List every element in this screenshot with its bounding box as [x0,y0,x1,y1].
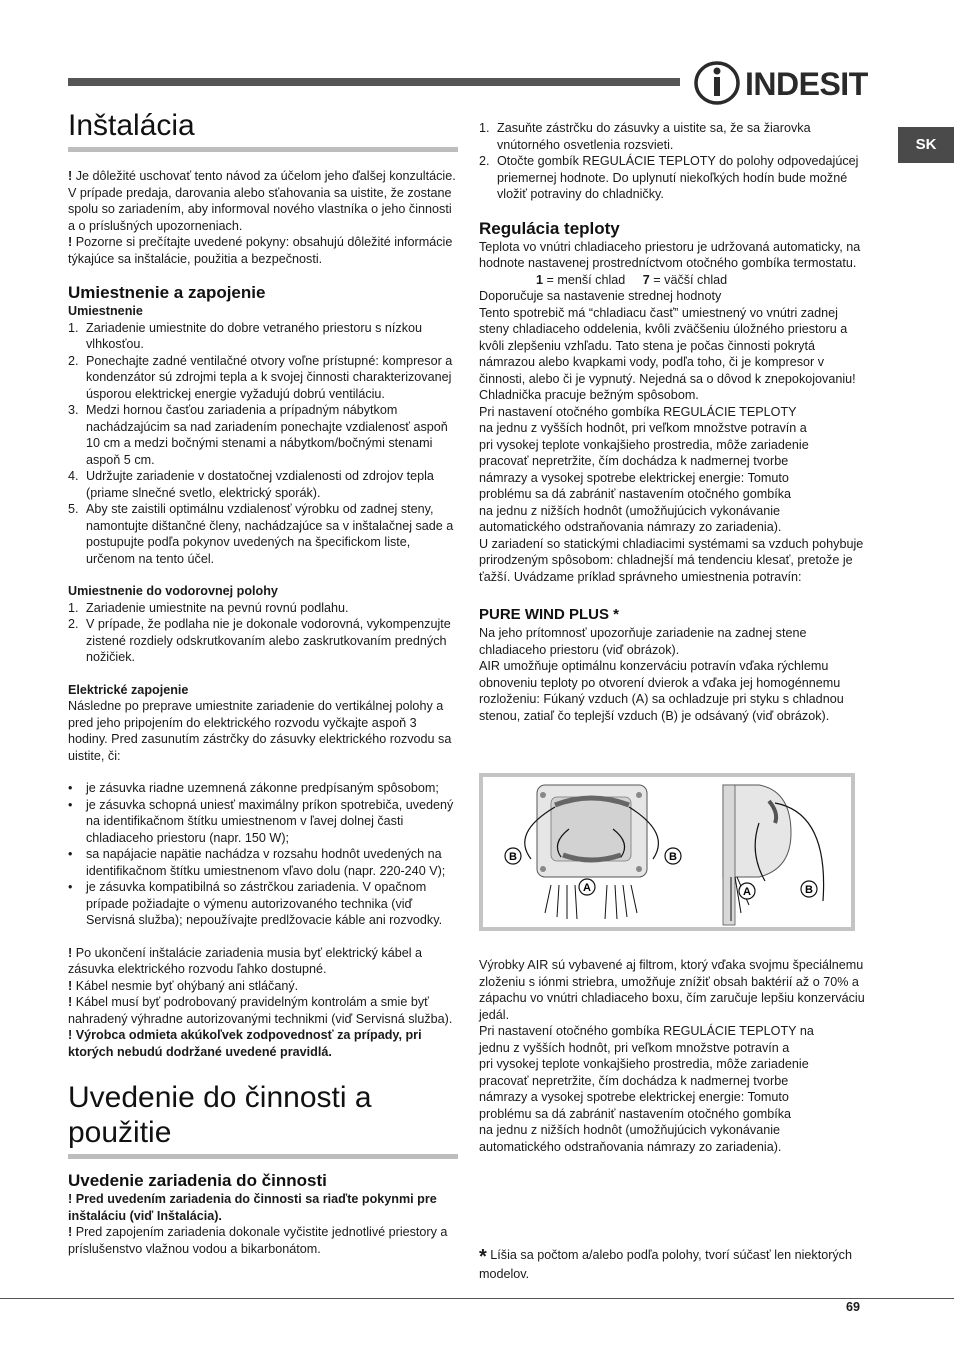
level-list [68,600,458,666]
label-b-side: B [805,884,813,896]
list-item: 5. Aby ste zaistili optimálnu vzdialenosť výrobku od zadnej steny, namontujte dištančné členy, nachádzajúce sa v inštalačnej sade a postupujte podľa pokynov uvedených na špecifickom liste, určenom na tento účel. [68,502,454,566]
pure-wind-after-text: Výrobky AIR sú vybavené aj filtrom, ktorý vďaka svojmu špeciálnemu zloženiu s iónmi striebra, umožňuje znížiť obsah baktérií až o 70% a zápachu vo vnútri chladiaceho boxu, čím zaručuje lepšiu konzerváciu jedál. Pri nastavení otočného gombíka REGULÁCIE TEPLOTY na jednu z vyšších hodnôt, pri veľkom množstve potravín a pri vysokej teplote vonkajšieho prostredia, môže zariadenie pracovať nepretržite, čím dochádza k nadmernej tvorbe námrazy a vysokej spotrebe elektrickej energie: Tomuto problému sa dá zabrániť nastavením otočného gombíka na jednu z nižších hodnôt (umožňujúcich vykonávanie automatického odstraňovania námrazy zo zariadenia). [479,958,865,1154]
list-item: 1. Zasuňte zástrčku do zásuvky a uistite sa, že sa žiarovka vnútorného osvetlenia rozsvieti. [479,121,811,152]
label-b-left: B [509,851,517,863]
startup-steps [479,120,867,203]
electric-subheading: Elektrické zapojenie [68,682,189,697]
right-column [479,120,867,724]
header-bar [68,78,680,86]
warning-2: ! Kábel nesmie byť ohýbaný ani stláčaný. [68,978,299,993]
startup-title: Uvedenie do činnosti a použitie [68,1081,372,1149]
temperature-text: Doporučuje sa nastavenie strednej hodnoty Tento spotrebič má “chladiacu časť” umiestnený vo vnútri zadnej steny chladiaceho oddelenia, kvôli zväčšeniu úložného priestoru a kvôli zlepšeniu vzhľadu. Tato stena je počas činnosti pokrytá námrazou alebo kvapkami vody, podľa toho, či je kompresor v činnosti, alebo či je vypnutý. Nejedná sa o dôvod k znepokojovaniu! Chladnička pracuje bežným spôsobom. Pri nastavení otočného gombíka REGULÁCIE TEPLOTY na jednu z vyšších hodnôt, pri veľkom množstve potravín a pri vysokej teplote vonkajšieho prostredia, môže zariadenie pracovať nepretržite, čím dochádza k nadmernej tvorbe námrazy a vysokej spotrebe elektrickej energie: Tomuto problému sa dá zabrániť nastavením otočného gombíka na jednu z nižších hodnôt (umožňujúcich vykonávanie automatického odstraňovania námrazy zo zariadenia). U zariadení so statickými chladiacimi systémami sa vzduch pohybuje prirodzeným spôsobom: chladnejší má tendenciu klesať, pretože je ťažší. Uvádzame príklad správneho umiestnenia potravín: [479,289,864,584]
pure-wind-heading: PURE WIND PLUS * [479,606,620,623]
warning-bold: ! Výrobca odmieta akúkoľvek zodpovednosť za prípady, pri ktorých nebudú dodržané uvedené pravidlá. [68,1028,422,1059]
startup-bold-note: ! Pred uvedením zariadenia do činnosti sa riaďte pokynmi pre inštaláciu (viď Inštalácia). [68,1192,437,1223]
list-item: 2. Otočte gombík REGULÁCIE TEPLOTY do polohy odpovedajúcej priemernej hodnote. Do uplynutí niekoľkých hodín bude možné vložiť potraviny do chladničky. [479,154,859,201]
pure-wind-text: Na jeho prítomnosť upozorňuje zariadenie na zadnej stene chladiaceho priestoru (viď obrázok). AIR umožňuje optimálnu konzerváciu potravín vďaka rýchlemu obnoveniu teploty po otvorení dvierok a vďaka jej homogénnemu rozloženiu: Fúkaný vzduch (A) sa ochladzuje pri styku s chladnou stenou, zatiaľ čo teplejší vzduch (B) je odsávaný (viď obrázok). [479,626,844,723]
warning-3: ! Kábel musí byť podrobovaný pravidelným kontrolám a smie byť nahradený výhradne autorizovanými technikmi (viď Servisná služba). [68,995,453,1026]
list-item: • je zásuvka schopná uniesť maximálny príkon spotrebiča, uvedený na identifikačnom štítku umiestnenom v ľavej dolnej časti chladiaceho priestoru (napr. 150 W); [68,797,454,845]
intro-paragraph-2: ! Pozorne si prečítajte uvedené pokyny: obsahujú dôležité informácie týkajúce sa inštalácie, použitia a bezpečnosti. [68,235,453,266]
footnote-mark: * [479,1246,487,1268]
left-column [68,108,458,1257]
level-subheading: Umiestnenie do vodorovnej polohy [68,584,278,598]
placement-subheading: Umiestnenie [68,304,143,318]
list-item: 2. Ponechajte zadné ventilačné otvory voľne prístupné: kompresor a kondenzátor sú zdrojmi tepla a k svojej činnosti charakterizovanej úsporou elektrickej energie vyžadujú dobrú ventiláciu. [68,353,453,401]
air-flow-illustration [479,773,855,931]
label-a-front: A [583,882,591,894]
list-item: • je zásuvka kompatibilná so zástrčkou zariadenia. V opačnom prípade požiadajte o výmenu autorizovaného technika (viď Servisná služba); nepoužívajte predlžovacie káble ani rozvodky. [68,880,443,927]
language-tab: SK [898,127,954,163]
placement-list [68,320,458,568]
intro-paragraph-1: ! Je dôležité uschovať tento návod za účelom jeho ďalšej konzultácie. V prípade predaja, darovania alebo sťahovania sa uistite, že zostane spolu so zariadením, aby informoval nového vlastníka o jeho činnosti a o príslušných upozorneniach. [68,169,456,233]
installation-title: Inštalácia [68,109,195,142]
after-figure-text [479,957,867,1155]
label-a-side: A [743,886,751,898]
brand-logo [693,60,871,106]
list-item: 1. Zariadenie umiestnite do dobre vetraného priestoru s nízkou vlhkosťou. [68,320,423,351]
warning-1: ! Po ukončení inštalácie zariadenia musia byť elektrický kábel a zásuvka elektrického rozvodu ľahko dostupné. [68,945,423,976]
list-item: • je zásuvka riadne uzemnená zákonne predpísaným spôsobom; [68,781,439,795]
startup-note: ! Pred zapojením zariadenia dokonale vyčistite jednotlivé priestory a príslušenstvo vlažnou vodou a bikarbonátom. [68,1225,448,1256]
list-item: 2. V prípade, že podlaha nie je dokonale vodorovná, vykompenzujte zistené rozdiely odskrutkovaním alebo zaskrutkovaním predných nožičiek. [68,617,451,664]
placement-heading: Umiestnenie a zapojenie [68,283,266,302]
electric-paragraph: Následne po preprave umiestnite zariadenie do vertikálnej polohy a pred jeho pripojením do elektrického rozvodu vyčkajte aspoň 3 hodiny. Pred zasunutím zástrčky do zásuvky elektrického rozvodu sa uistite, či: [68,699,452,763]
label-b-right: B [669,851,677,863]
list-item: 3. Medzi hornou časťou zariadenia a prípadným nábytkom nachádzajúcim sa nad zariadením ponechajte vzdialenosť aspoň 10 cm a medzi bočnými stenami a nábytkom/bočnými stenami aspoň 5 cm. [68,403,448,467]
electric-list [68,780,458,929]
brand-name: INDESIT [745,66,868,102]
list-item: • sa napájacie napätie nachádza v rozsahu hodnôt uvedených na identifikačnom štítku umiestnenom vľavo dolu (napr. 220-240 V); [68,847,446,878]
list-item: 1. Zariadenie umiestnite na pevnú rovnú podlahu. [68,600,349,615]
footer-rule [0,1298,954,1299]
footnote-text: Líšia sa počtom a/alebo podľa polohy, tvorí súčasť len niektorých modelov. [479,1248,852,1281]
temperature-intro: Teplota vo vnútri chladiaceho priestoru je udržovaná automaticky, na hodnote nastavenej prostredníctvom otočného gombíka termostatu. [479,239,861,270]
temperature-heading: Regulácia teploty [479,218,620,238]
startup-heading: Uvedenie zariadenia do činnosti [68,1171,327,1190]
air-flow-figure [479,773,855,931]
page-number: 69 [846,1300,861,1314]
footnote [479,1247,867,1282]
temperature-scale: 1 = menší chlad 7 = väčší chlad [536,272,728,287]
list-item: 4. Udržujte zariadenie v dostatočnej vzdialenosti od zdrojov tepla (priame slnečné svetlo, elektrický sporák). [68,469,434,500]
